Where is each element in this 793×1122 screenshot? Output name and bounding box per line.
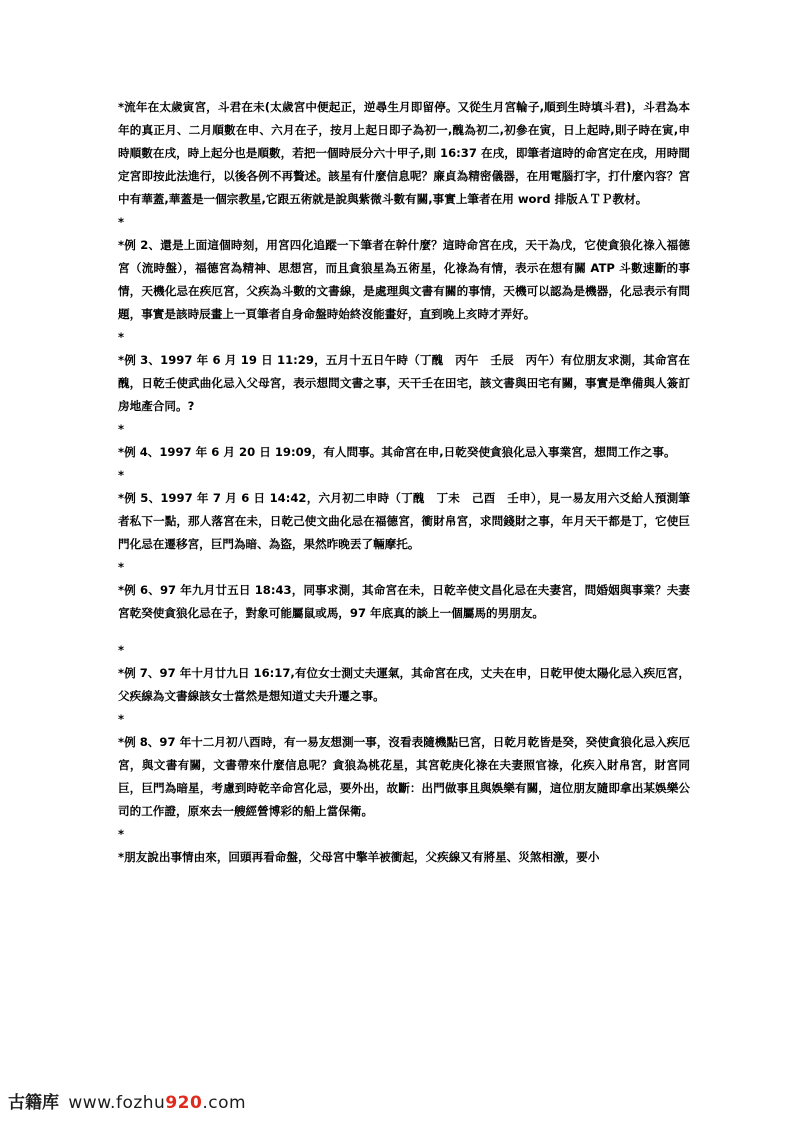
bullet-separator: *: [118, 468, 125, 482]
bullet-separator: *: [118, 215, 125, 229]
footer-domain-prefix: www.fozhu: [68, 1093, 166, 1113]
paragraph-friend-story: *朋友說出事情由來，回頭再看命盤，父母宮中擎羊被衝起，父疾線又有將星、災煞相激，要小: [118, 850, 600, 864]
paragraph-example-7: *例 7、97 年十月廿九日 16:17,有位女士測丈夫運氣，其命宮在戌，丈夫在申，日乾甲使太陽化忌入疾厄宮，父疾線為文書線該女士當然是想知道丈夫升遷之事。: [118, 666, 690, 703]
footer-domain-suffix: .com: [202, 1093, 247, 1113]
paragraph-intro: *流年在太歲寅宮，斗君在未(太歲宮中便起正，逆尋生月即留停。又從生月宮輪子,順到生時填斗君)，斗君為本年的真正月、二月順數在申、六月在子，按月上起日即子為初一,醜為初二,初參在寅，日上起時,則子時在寅,申時順數在戌，時上起分也是順數，若把一個時辰分六十甲子,則 16:37 在戌，即筆者這時的命宮定在戌，用時間定宮即按此法進行，以後各例不再贅述。該星有什麼信息呢？廉貞為精密儀器，在用電腦打字，打什麼內容？宮中有華蓋,華蓋是一個宗教星,它跟五術就是說與紫微斗數有關,事實上筆者在用 word 排版ＡＴＰ教材。: [118, 100, 690, 206]
paragraph-example-6: *例 6、97 年九月廿五日 18:43，同事求測，其命宮在未，日乾辛使文昌化忌在夫妻宮，問婚姻與事業？夫妻宮乾癸使貪狼化忌在子，對象可能屬鼠或馬，97 年底真的談上一個屬馬的男朋友。: [118, 583, 690, 620]
paragraph-example-8: *例 8、97 年十二月初八酉時，有一易友想測一事，沒看表隨機點巳宮，日乾月乾皆是癸，癸使貪狼化忌入疾厄宮，與文書有關，文書帶來什麼信息呢？貪狼為桃花星，其宮乾庚化祿在夫妻照官祿，化疾入財帛宮，財宮同巨，巨門為暗星，考慮到時乾辛命宮化忌，要外出，故斷：出門做事且與娛樂有關，這位朋友隨即拿出某娛樂公司的工作證，原來去一艘經營博彩的船上當保衛。: [118, 735, 690, 818]
footer-domain[interactable]: [68, 1093, 246, 1113]
paragraph-gap: [118, 625, 690, 639]
bullet-separator: *: [118, 643, 125, 657]
document-body: [118, 96, 690, 869]
paragraph-example-5: *例 5、1997 年 7 月 6 日 14:42，六月初二申時（丁醜 丁未 己酉 壬申），見一易友用六爻給人預測筆者私下一點，那人落宮在未，日乾己使文曲化忌在福德宮，衝財帛宮，求問錢財之事，年月天干都是丁，它使巨門化忌在遷移宮，巨門為暗、為盜，果然昨晚丟了輛摩托。: [118, 491, 690, 551]
paragraph-example-3: *例 3、1997 年 6 月 19 日 11:29，五月十五日午時（丁醜 丙午 壬辰 丙午）有位朋友求測，其命宮在醜，日乾壬使武曲化忌入父母宮，表示想問文書之事，天干壬在田宅，該文書與田宅有關，事實是準備與人簽訂房地產合同。?: [118, 353, 690, 413]
bullet-separator: *: [118, 712, 125, 726]
footer-domain-digits: 920: [165, 1093, 203, 1113]
bullet-separator: *: [118, 422, 125, 436]
bullet-separator: *: [118, 330, 125, 344]
bullet-separator: *: [118, 560, 125, 574]
paragraph-example-4: *例 4、1997 年 6 月 20 日 19:09，有人問事。其命宮在申,日乾癸使貪狼化忌入事業宮，想問工作之事。: [118, 445, 676, 459]
bullet-separator: *: [118, 827, 125, 841]
paragraph-example-2: *例 2、還是上面這個時刻，用宮四化追蹤一下筆者在幹什麼？這時命宮在戌，天干為戊，它使貪狼化祿入福德宮（流時盤），福德宮為精神、思想宮，而且貪狼星為五術星，化祿為有情，表示在想有關 ATP 斗數速斷的事情，天機化忌在疾厄宮，父疾為斗數的文書線，是處理與文書有關的事情，天機可以認為是機器，化忌表示有問題，事實是該時辰畫上一頁筆者自身命盤時始終沒能畫好，直到晚上亥時才弄好。: [118, 238, 690, 321]
footer-watermark: [8, 1088, 246, 1113]
footer-brand: 古籍库: [8, 1093, 59, 1113]
